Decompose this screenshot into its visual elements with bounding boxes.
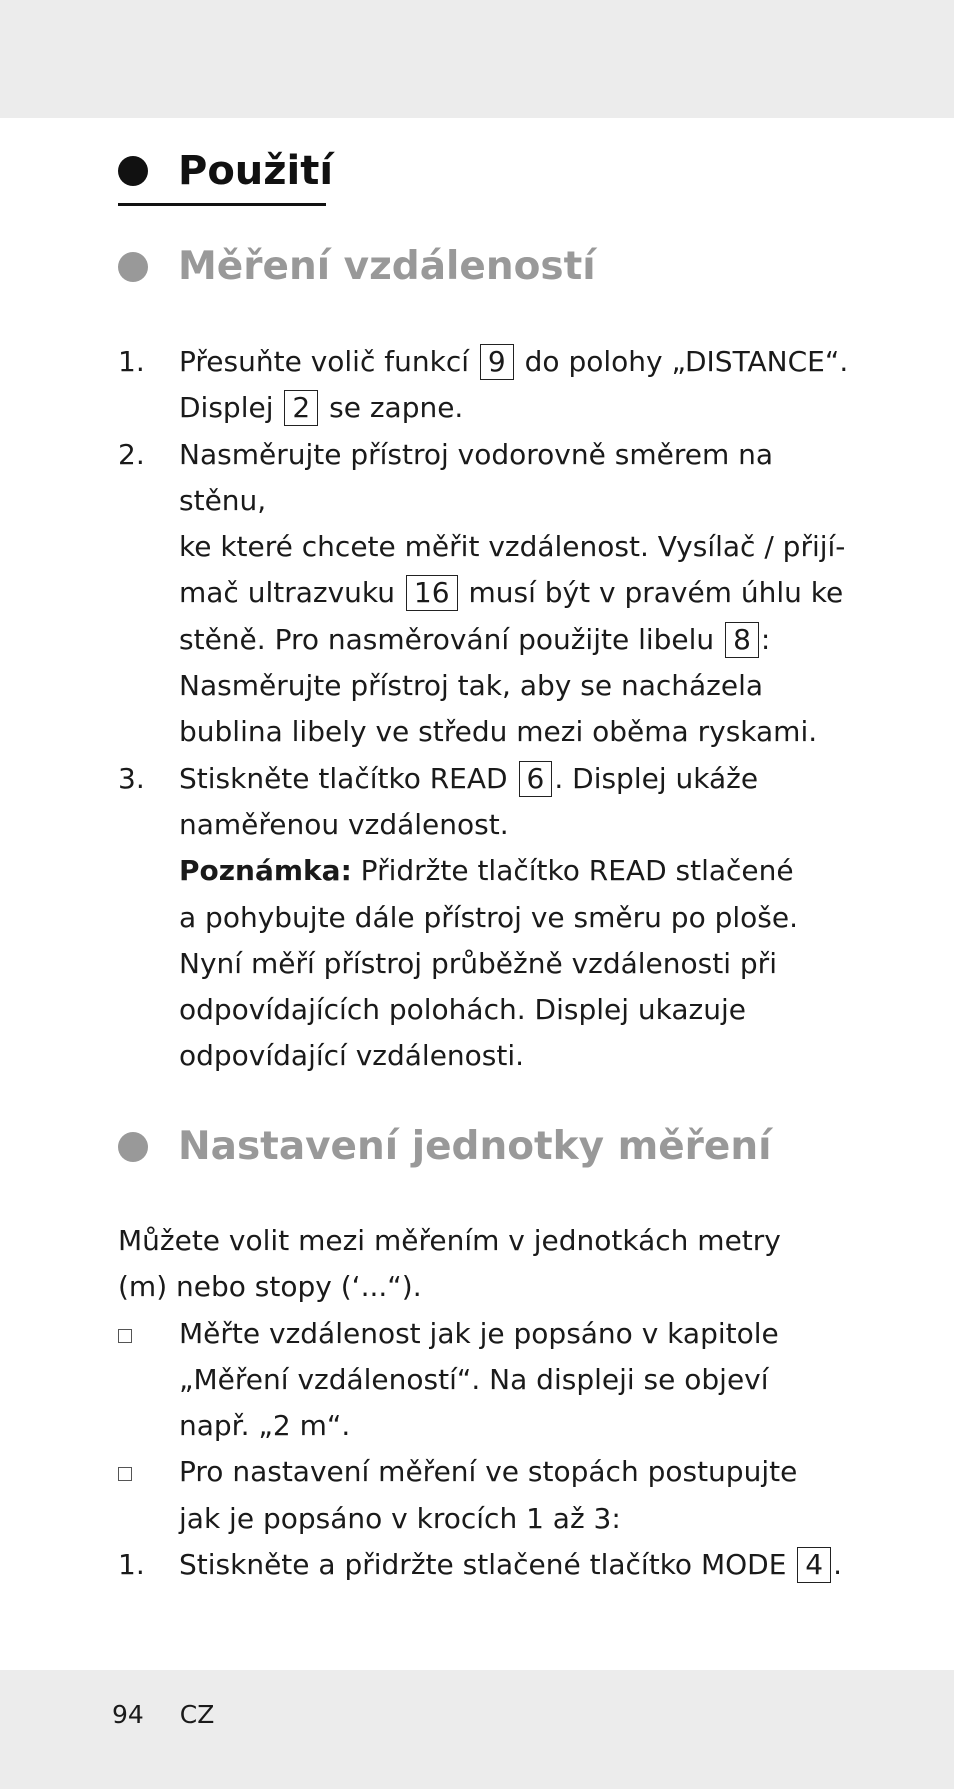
- bullet-content: [179, 1311, 858, 1450]
- text-run: mač ultrazvuku: [179, 576, 404, 610]
- text-line: [179, 524, 858, 570]
- text-line: [179, 848, 858, 894]
- text-run: jak je popsáno v krocích 1 až 3:: [179, 1501, 621, 1535]
- page-number: 94: [112, 1700, 144, 1729]
- unit-settings: [118, 1218, 858, 1588]
- step-content: [179, 339, 858, 432]
- step-number: 3.: [118, 761, 145, 795]
- text-line: [179, 1542, 858, 1588]
- page-footer: [112, 1700, 242, 1729]
- header-band: [0, 0, 954, 118]
- text-line: [179, 570, 858, 616]
- text-line: [179, 895, 858, 941]
- subsection-title: Nastavení jednotky měření: [178, 1124, 772, 1169]
- step-content: [179, 432, 858, 756]
- text-run: bublina libely ve středu mezi oběma ryskami.: [179, 715, 818, 749]
- bullet-dot-icon: [118, 156, 148, 186]
- text-run: Stiskněte a přidržte stlačené tlačítko MODE: [179, 1548, 796, 1582]
- text-line: [179, 1311, 858, 1357]
- text-line: [179, 802, 858, 848]
- grey-bullet-dot-icon: [118, 1132, 148, 1162]
- step-content: [179, 756, 858, 1080]
- text-run: stěně. Pro nasměrování použijte libelu: [179, 622, 724, 656]
- part-reference-box: 4: [797, 1547, 831, 1583]
- text-run: „Měření vzdáleností“. Na displeji se objeví: [179, 1362, 769, 1396]
- text-line: [179, 756, 858, 802]
- step-number: 1.: [118, 345, 145, 378]
- text-run: odpovídajících polohách. Displej ukazuje: [179, 993, 746, 1027]
- text-run: např. „2 m“.: [179, 1409, 351, 1443]
- text-line: [179, 339, 858, 385]
- text-run: se zapne.: [320, 391, 464, 425]
- part-reference-box: 8: [725, 622, 759, 658]
- text-run: . Displej ukáže: [554, 761, 759, 795]
- text-line: [179, 941, 858, 987]
- numbered-step: [118, 432, 858, 756]
- part-reference-box: 9: [480, 344, 514, 380]
- text-run: :: [760, 622, 771, 656]
- measuring-steps: [118, 339, 858, 1080]
- text-run: Nasměrujte přístroj tak, aby se nacházela: [179, 669, 764, 703]
- bullet-item: [118, 1449, 858, 1542]
- text-run: Přesuňte volič funkcí: [179, 345, 478, 378]
- note-label: Poznámka:: [179, 854, 352, 888]
- subsection-heading-jednotka: [118, 1124, 772, 1169]
- text-run: odpovídající vzdálenosti.: [179, 1039, 525, 1073]
- subsection-heading-mereni: [118, 244, 596, 289]
- square-bullet-icon: [118, 1329, 132, 1343]
- text-line: [179, 987, 858, 1033]
- text-run: Stiskněte tlačítko READ: [179, 761, 517, 795]
- text-line: [179, 385, 858, 431]
- heading-underline: [118, 203, 326, 206]
- part-reference-box: 2: [284, 390, 318, 426]
- text-line: [179, 1357, 858, 1403]
- text-run: Měřte vzdálenost jak je popsáno v kapitole: [179, 1316, 779, 1350]
- part-reference-box: 6: [519, 761, 553, 797]
- step-number: 2.: [118, 437, 145, 471]
- text-line: [179, 1033, 858, 1079]
- text-run: musí být v pravém úhlu ke: [459, 576, 844, 610]
- text-run: Přidržte tlačítko READ stlačené: [351, 854, 794, 888]
- numbered-step: [118, 1542, 858, 1588]
- heading-text: Použití: [178, 148, 334, 194]
- text-run: a pohybujte dále přístroj ve směru po ploše.: [179, 900, 799, 934]
- square-bullet-icon: [118, 1467, 132, 1481]
- text-line: [179, 1496, 858, 1542]
- text-line: [179, 432, 858, 525]
- text-line: [179, 709, 858, 755]
- text-line: [179, 663, 858, 709]
- text-run: .: [833, 1548, 843, 1582]
- numbered-step: [118, 339, 858, 432]
- part-reference-box: 16: [406, 575, 458, 611]
- step-content: [179, 1542, 858, 1588]
- bullet-item: [118, 1311, 858, 1450]
- text-run: do polohy „DISTANCE“.: [515, 345, 849, 378]
- bullet-content: [179, 1449, 858, 1542]
- text-run: naměřenou vzdálenost.: [179, 807, 509, 841]
- bullet-marker: [118, 1311, 179, 1450]
- text-run: Nyní měří přístroj průběžně vzdálenosti při: [179, 946, 777, 980]
- bullet-marker: [118, 1449, 179, 1542]
- step-number: 1.: [118, 1548, 145, 1582]
- language-code: CZ: [179, 1700, 215, 1729]
- text-line: [179, 1449, 858, 1495]
- text-run: Pro nastavení měření ve stopách postupujte: [179, 1455, 798, 1489]
- intro-line: (m) nebo stopy (‘...“).: [118, 1270, 422, 1304]
- intro-line: Můžete volit mezi měřením v jednotkách metry: [118, 1224, 781, 1257]
- subsection-title: Měření vzdáleností: [178, 244, 596, 289]
- footer-band: [0, 1670, 954, 1789]
- grey-bullet-dot-icon: [118, 252, 148, 282]
- text-run: ke které chcete měřit vzdálenost. Vysílač / přijí-: [179, 530, 846, 564]
- numbered-step: [118, 756, 858, 1080]
- text-run: Displej: [179, 391, 283, 425]
- text-run: Nasměrujte přístroj vodorovně směrem na stěnu,: [179, 437, 774, 517]
- text-line: [179, 617, 858, 663]
- section-heading-pouziti: [118, 148, 333, 194]
- text-line: [179, 1403, 858, 1449]
